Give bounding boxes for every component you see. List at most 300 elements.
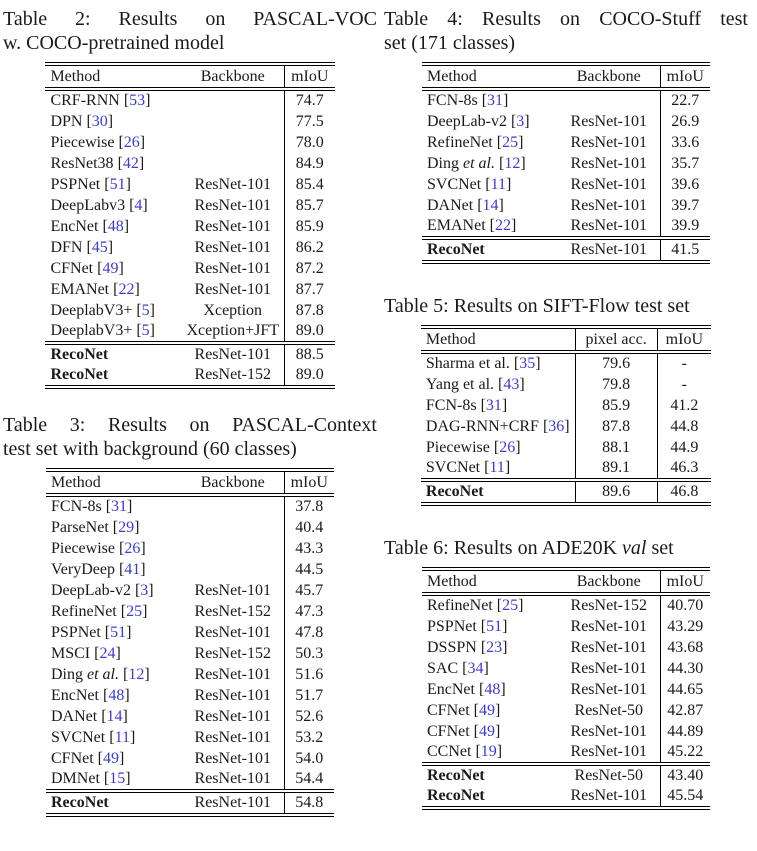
citation-bracket-open: [ bbox=[513, 355, 520, 372]
citation-bracket-close: ] bbox=[107, 112, 114, 130]
table-row bbox=[422, 637, 710, 658]
method-cell bbox=[421, 437, 575, 458]
method-name: PSPNet bbox=[427, 617, 477, 635]
citation-link[interactable]: 49 bbox=[479, 701, 495, 719]
citation-link[interactable]: 25 bbox=[126, 602, 143, 620]
table-row bbox=[46, 538, 334, 559]
caption-text: w. COCO-pretrained model bbox=[3, 32, 225, 54]
table-caption bbox=[3, 7, 377, 55]
citation-bracket-close: ] bbox=[501, 396, 508, 414]
method-name: FCN-8s bbox=[425, 396, 477, 414]
citation-link[interactable]: 30 bbox=[91, 112, 108, 130]
method-name: EMANet bbox=[427, 217, 486, 234]
value-cell: 22.7 bbox=[660, 89, 710, 111]
citation-bracket-open: [ bbox=[120, 602, 127, 620]
method-cell bbox=[422, 764, 558, 786]
citation-bracket-open: [ bbox=[136, 322, 142, 339]
citation-bracket-open: [ bbox=[480, 617, 487, 635]
citation-link[interactable]: 31 bbox=[487, 92, 504, 109]
citation-bracket-open: [ bbox=[103, 770, 110, 787]
table-row bbox=[45, 111, 334, 132]
method-cell bbox=[46, 601, 182, 622]
caption-text: Table 6: Results on ADE20K bbox=[384, 537, 623, 559]
caption-text: val bbox=[622, 537, 647, 559]
citation-link[interactable]: 43 bbox=[503, 375, 520, 393]
value-cell: 79.8 bbox=[575, 374, 657, 395]
table-row bbox=[46, 664, 334, 685]
value-cell: 84.9 bbox=[285, 153, 335, 174]
citation-link[interactable]: 35 bbox=[519, 355, 536, 372]
method-name: RefineNet bbox=[427, 133, 493, 151]
backbone-cell: ResNet-101 bbox=[194, 665, 271, 683]
citation-link[interactable]: 36 bbox=[548, 417, 565, 435]
method-name: SVCNet bbox=[51, 728, 106, 746]
table-row bbox=[45, 216, 334, 237]
citation-bracket-open: [ bbox=[136, 301, 142, 319]
value-cell: 88.5 bbox=[285, 343, 335, 365]
method-name: Piecewise bbox=[425, 438, 490, 456]
citation-bracket-open: [ bbox=[481, 92, 488, 109]
citation-link[interactable]: 26 bbox=[499, 438, 516, 456]
citation-bracket-open: [ bbox=[102, 686, 109, 704]
citation-bracket-open: [ bbox=[101, 707, 107, 725]
caption-line bbox=[3, 7, 377, 31]
method-name: CRF-RNN bbox=[50, 92, 120, 109]
citation-link[interactable]: 12 bbox=[504, 154, 521, 172]
value-cell: 87.8 bbox=[575, 416, 657, 437]
table-row bbox=[422, 658, 710, 679]
value-cell: 85.7 bbox=[285, 195, 335, 216]
backbone-cell: Xception+JFT bbox=[186, 322, 280, 339]
citation-link[interactable]: 29 bbox=[118, 518, 135, 536]
method-name: CFNet bbox=[427, 722, 470, 740]
citation-bracket-close: ] bbox=[483, 659, 489, 677]
table-row bbox=[46, 685, 334, 706]
value-cell: 40.4 bbox=[284, 517, 334, 538]
citation-link[interactable]: 11 bbox=[490, 175, 506, 193]
table-row bbox=[421, 480, 711, 504]
method-cell bbox=[46, 791, 182, 815]
citation-bracket-close: ] bbox=[519, 375, 525, 393]
method-cell bbox=[46, 664, 182, 685]
col-header: Method bbox=[422, 64, 558, 89]
method-cell bbox=[422, 700, 558, 721]
citation-bracket-open: [ bbox=[462, 659, 468, 677]
citation-link[interactable]: 42 bbox=[122, 154, 139, 172]
citation-bracket-open: [ bbox=[109, 728, 115, 746]
value-cell: - bbox=[657, 352, 711, 374]
citation-bracket-open: [ bbox=[117, 154, 123, 172]
value-cell: 46.8 bbox=[657, 480, 711, 504]
citation-bracket-open: [ bbox=[478, 680, 485, 698]
backbone-cell bbox=[181, 89, 284, 111]
citation-bracket-open: [ bbox=[94, 644, 100, 662]
citation-link[interactable]: 49 bbox=[103, 749, 119, 767]
citation-bracket-close: ] bbox=[125, 770, 131, 787]
backbone-cell: ResNet-101 bbox=[194, 196, 271, 214]
table-row bbox=[46, 643, 334, 664]
method-name: EMANet bbox=[50, 280, 110, 298]
value-cell: 87.7 bbox=[285, 279, 335, 300]
citation-bracket-open: [ bbox=[473, 722, 479, 740]
col-header: Backbone bbox=[558, 64, 660, 89]
citation-bracket-open: [ bbox=[123, 665, 129, 683]
citation-bracket-open: [ bbox=[97, 259, 103, 277]
table-row bbox=[421, 416, 711, 437]
table-row bbox=[46, 769, 334, 791]
citation-bracket-close: ] bbox=[134, 518, 140, 536]
table-row bbox=[45, 300, 334, 321]
value-cell: 39.7 bbox=[660, 195, 710, 216]
method-name: DAG-RNN+CRF bbox=[425, 417, 539, 435]
citation-link[interactable]: 48 bbox=[484, 680, 501, 698]
citation-bracket-close: ] bbox=[142, 196, 148, 214]
citation-bracket-open: [ bbox=[112, 518, 119, 536]
backbone-cell bbox=[182, 559, 284, 580]
method-cell bbox=[422, 616, 558, 637]
value-cell: 43.40 bbox=[660, 764, 710, 786]
table-row bbox=[45, 132, 334, 153]
citation-bracket-open: [ bbox=[473, 701, 479, 719]
value-cell: 44.89 bbox=[660, 721, 710, 742]
table-3-pascal-context bbox=[3, 413, 377, 817]
method-cell bbox=[422, 679, 558, 700]
citation-bracket-close: ] bbox=[126, 623, 132, 641]
method-name: Yang et al. bbox=[425, 375, 495, 393]
col-header: Method bbox=[422, 569, 558, 594]
table-row bbox=[46, 791, 334, 815]
table-row bbox=[45, 89, 334, 111]
value-cell: 89.1 bbox=[575, 458, 657, 480]
results-table bbox=[46, 468, 334, 817]
value-cell: 88.1 bbox=[575, 437, 657, 458]
value-cell: - bbox=[657, 374, 711, 395]
citation-bracket-open: [ bbox=[489, 217, 495, 234]
citation-link[interactable]: 12 bbox=[128, 665, 145, 683]
citation-link[interactable]: 4 bbox=[134, 196, 143, 214]
citation-bracket-open: [ bbox=[105, 498, 112, 515]
backbone-cell: ResNet-101 bbox=[194, 280, 271, 298]
citation-bracket-close: ] bbox=[504, 459, 511, 476]
backbone-cell: ResNet-101 bbox=[194, 175, 271, 193]
value-cell: 44.9 bbox=[657, 437, 711, 458]
method-cell bbox=[422, 238, 558, 262]
left-column bbox=[3, 7, 377, 817]
method-name: FCN-8s bbox=[51, 498, 102, 515]
method-name: CCNet bbox=[427, 743, 472, 760]
method-name: RecoNet bbox=[427, 787, 485, 804]
citation-link[interactable]: 51 bbox=[109, 175, 126, 193]
method-cell bbox=[45, 258, 181, 279]
citation-bracket-close: ] bbox=[518, 597, 524, 614]
citation-bracket-close: ] bbox=[149, 322, 155, 339]
citation-bracket-close: ] bbox=[122, 707, 128, 725]
caption-line bbox=[384, 294, 748, 318]
backbone-cell bbox=[182, 538, 284, 559]
value-cell: 45.7 bbox=[284, 580, 334, 601]
method-name: DeepLab-v2 bbox=[51, 581, 131, 599]
backbone-cell: ResNet-101 bbox=[570, 196, 647, 214]
method-cell bbox=[45, 89, 181, 111]
value-cell: 87.2 bbox=[285, 258, 335, 279]
col-header: Method bbox=[421, 327, 575, 352]
method-cell bbox=[45, 237, 181, 258]
value-cell: 89.0 bbox=[285, 365, 335, 387]
method-name: CFNet bbox=[427, 701, 470, 719]
value-cell: 86.2 bbox=[285, 237, 335, 258]
citation-link[interactable]: 3 bbox=[516, 112, 525, 130]
table-caption bbox=[384, 7, 748, 55]
table-row bbox=[422, 89, 710, 111]
method-cell bbox=[45, 321, 181, 343]
citation-link[interactable]: 25 bbox=[502, 597, 519, 614]
citation-link[interactable]: 11 bbox=[489, 459, 505, 476]
caption-line bbox=[3, 31, 377, 55]
citation-link[interactable]: 49 bbox=[102, 259, 119, 277]
table-row bbox=[46, 706, 334, 727]
citation-bracket-open: [ bbox=[86, 238, 92, 256]
backbone-cell: ResNet-50 bbox=[574, 701, 643, 719]
citation-link[interactable]: 11 bbox=[114, 728, 130, 746]
value-cell: 52.6 bbox=[284, 706, 334, 727]
value-cell: 54.4 bbox=[284, 769, 334, 791]
table-caption bbox=[3, 413, 377, 461]
value-cell: 85.9 bbox=[285, 216, 335, 237]
method-name: RecoNet bbox=[50, 346, 109, 363]
table-row bbox=[46, 495, 334, 517]
table-2-pascal-voc bbox=[3, 7, 377, 389]
backbone-cell: ResNet-101 bbox=[570, 659, 647, 677]
backbone-cell: ResNet-101 bbox=[570, 175, 647, 193]
col-header: Backbone bbox=[181, 64, 284, 89]
method-cell bbox=[421, 352, 575, 374]
method-name: SVCNet bbox=[425, 459, 481, 476]
backbone-cell: ResNet-101 bbox=[570, 217, 647, 234]
citation-link[interactable]: 51 bbox=[486, 617, 503, 635]
citation-link[interactable]: 25 bbox=[502, 133, 519, 151]
value-cell: 41.2 bbox=[657, 395, 711, 416]
method-cell bbox=[422, 637, 558, 658]
citation-link[interactable]: 24 bbox=[99, 644, 116, 662]
method-cell bbox=[46, 538, 182, 559]
table-caption bbox=[384, 294, 748, 318]
value-cell: 43.68 bbox=[660, 637, 710, 658]
col-header: Backbone bbox=[558, 569, 660, 594]
table-row bbox=[46, 727, 334, 748]
citation-bracket-close: ] bbox=[148, 581, 154, 599]
citation-bracket-open: [ bbox=[97, 749, 103, 767]
caption-text: Table 5: Results on SIFT-Flow test set bbox=[384, 295, 690, 317]
results-table bbox=[422, 567, 710, 810]
header-row bbox=[46, 470, 334, 495]
citation-link[interactable]: 31 bbox=[111, 498, 128, 515]
header-row bbox=[422, 64, 710, 89]
value-cell: 77.5 bbox=[285, 111, 335, 132]
col-header: Method bbox=[45, 64, 181, 89]
value-cell: 89.0 bbox=[285, 321, 335, 343]
method-name: DMNet bbox=[51, 770, 100, 787]
table-row bbox=[422, 132, 710, 153]
method-cell bbox=[422, 594, 558, 616]
table-row bbox=[422, 216, 710, 238]
results-table bbox=[421, 325, 711, 506]
method-name: ParseNet bbox=[51, 518, 109, 536]
method-name: Piecewise bbox=[51, 539, 115, 557]
citation-link[interactable]: 45 bbox=[91, 238, 108, 256]
citation-link[interactable]: 5 bbox=[141, 322, 150, 339]
citation-link[interactable]: 41 bbox=[124, 560, 141, 578]
method-name: PSPNet bbox=[51, 623, 101, 641]
table-row bbox=[421, 395, 711, 416]
method-name: DANet bbox=[51, 707, 98, 725]
table-row bbox=[45, 174, 334, 195]
caption-text: set (171 classes) bbox=[384, 32, 516, 54]
citation-bracket-close: ] bbox=[496, 743, 503, 760]
method-cell bbox=[421, 374, 575, 395]
col-header: mIoU bbox=[657, 327, 711, 352]
citation-bracket-open: [ bbox=[477, 196, 483, 214]
citation-bracket-close: ] bbox=[115, 644, 121, 662]
table-row bbox=[422, 111, 710, 132]
backbone-cell: ResNet-101 bbox=[570, 154, 647, 172]
backbone-cell: ResNet-152 bbox=[194, 602, 271, 620]
table-row bbox=[422, 195, 710, 216]
value-cell: 43.29 bbox=[660, 616, 710, 637]
method-cell bbox=[422, 742, 558, 764]
method-name: VeryDeep bbox=[51, 560, 115, 578]
citation-bracket-close: ] bbox=[142, 602, 148, 620]
table-row bbox=[422, 679, 710, 700]
backbone-cell: ResNet-101 bbox=[570, 112, 647, 130]
citation-link[interactable]: 22 bbox=[118, 280, 135, 298]
citation-link[interactable]: 14 bbox=[106, 707, 123, 725]
backbone-cell: ResNet-101 bbox=[570, 680, 647, 698]
method-cell bbox=[421, 458, 575, 480]
method-cell bbox=[422, 111, 558, 132]
citation-bracket-open: [ bbox=[480, 638, 487, 656]
citation-link[interactable]: 5 bbox=[141, 301, 150, 319]
citation-link[interactable]: 19 bbox=[480, 743, 497, 760]
method-cell bbox=[422, 174, 558, 195]
method-cell bbox=[422, 721, 558, 742]
value-cell: 45.22 bbox=[660, 742, 710, 764]
caption-text: test set with background (60 classes) bbox=[3, 438, 297, 460]
col-header: mIoU bbox=[285, 64, 335, 89]
method-etal: et al. bbox=[87, 665, 119, 683]
value-cell: 47.3 bbox=[284, 601, 334, 622]
citation-link[interactable]: 31 bbox=[485, 396, 502, 414]
backbone-cell: ResNet-101 bbox=[182, 791, 284, 815]
method-cell bbox=[46, 769, 182, 791]
table-row bbox=[46, 559, 334, 580]
backbone-cell: ResNet-152 bbox=[194, 644, 271, 662]
value-cell: 87.8 bbox=[285, 300, 335, 321]
backbone-cell: ResNet-101 bbox=[194, 686, 271, 704]
method-cell bbox=[421, 480, 575, 504]
backbone-cell: ResNet-101 bbox=[570, 722, 647, 740]
method-name: EncNet bbox=[51, 686, 99, 704]
citation-bracket-open: [ bbox=[134, 581, 141, 599]
caption-text: Table 2: Results on PASCAL-VOC bbox=[3, 8, 377, 30]
citation-link[interactable]: 53 bbox=[129, 92, 146, 109]
citation-link[interactable]: 3 bbox=[140, 581, 149, 599]
table-row bbox=[46, 601, 334, 622]
citation-bracket-open: [ bbox=[129, 196, 135, 214]
citation-bracket-close: ] bbox=[107, 238, 114, 256]
method-name: FCN-8s bbox=[427, 92, 478, 109]
citation-link[interactable]: 26 bbox=[124, 539, 141, 557]
value-cell: 39.6 bbox=[660, 174, 710, 195]
method-name: RefineNet bbox=[427, 597, 493, 614]
table-row bbox=[422, 721, 710, 742]
method-cell bbox=[45, 365, 181, 387]
caption-line bbox=[3, 413, 377, 437]
backbone-cell: ResNet-101 bbox=[570, 133, 647, 151]
citation-bracket-open: [ bbox=[118, 560, 125, 578]
citation-bracket-close: ] bbox=[118, 259, 124, 277]
col-header: mIoU bbox=[660, 64, 710, 89]
backbone-cell bbox=[182, 517, 284, 538]
citation-link[interactable]: 51 bbox=[110, 623, 127, 641]
method-name: SAC bbox=[427, 659, 459, 677]
caption-line bbox=[384, 31, 748, 55]
backbone-cell: ResNet-101 bbox=[194, 259, 271, 277]
col-header: mIoU bbox=[660, 569, 710, 594]
results-table bbox=[45, 62, 334, 389]
citation-bracket-close: ] bbox=[149, 301, 155, 319]
caption-line bbox=[384, 536, 748, 560]
citation-link[interactable]: 26 bbox=[123, 133, 140, 151]
value-cell: 85.4 bbox=[285, 174, 335, 195]
value-cell: 79.6 bbox=[575, 352, 657, 374]
value-cell: 53.2 bbox=[284, 727, 334, 748]
table-row bbox=[422, 786, 710, 808]
table-row bbox=[421, 374, 711, 395]
backbone-cell: ResNet-101 bbox=[570, 617, 647, 635]
citation-bracket-close: ] bbox=[535, 355, 541, 372]
citation-link[interactable]: 14 bbox=[482, 196, 499, 214]
method-cell bbox=[46, 748, 182, 769]
citation-link[interactable]: 23 bbox=[486, 638, 503, 656]
backbone-cell: ResNet-101 bbox=[194, 238, 271, 256]
table-4-coco-stuff bbox=[384, 7, 748, 264]
header-row bbox=[45, 64, 334, 89]
citation-link[interactable]: 22 bbox=[494, 217, 511, 234]
backbone-cell: ResNet-101 bbox=[194, 749, 271, 767]
citation-bracket-close: ] bbox=[495, 722, 501, 740]
backbone-cell: ResNet-101 bbox=[570, 743, 647, 760]
method-name: PSPNet bbox=[50, 175, 101, 193]
citation-link[interactable]: 15 bbox=[109, 770, 126, 787]
citation-link[interactable]: 34 bbox=[467, 659, 484, 677]
method-name: DeepLab-v2 bbox=[427, 112, 507, 130]
citation-bracket-open: [ bbox=[118, 539, 125, 557]
citation-bracket-close: ] bbox=[564, 417, 570, 435]
citation-bracket-open: [ bbox=[102, 217, 108, 235]
citation-link[interactable]: 48 bbox=[108, 686, 125, 704]
citation-link[interactable]: 48 bbox=[107, 217, 124, 235]
citation-link[interactable]: 49 bbox=[479, 722, 495, 740]
method-cell bbox=[46, 727, 182, 748]
citation-bracket-close: ] bbox=[144, 665, 150, 683]
backbone-cell: ResNet-101 bbox=[194, 217, 271, 235]
citation-bracket-close: ] bbox=[124, 686, 130, 704]
backbone-cell: ResNet-101 bbox=[194, 581, 271, 599]
value-cell: 39.9 bbox=[660, 216, 710, 238]
caption-text: Table 4: Results on COCO-Stuff test bbox=[384, 8, 748, 30]
citation-bracket-close: ] bbox=[119, 749, 125, 767]
table-row bbox=[421, 458, 711, 480]
